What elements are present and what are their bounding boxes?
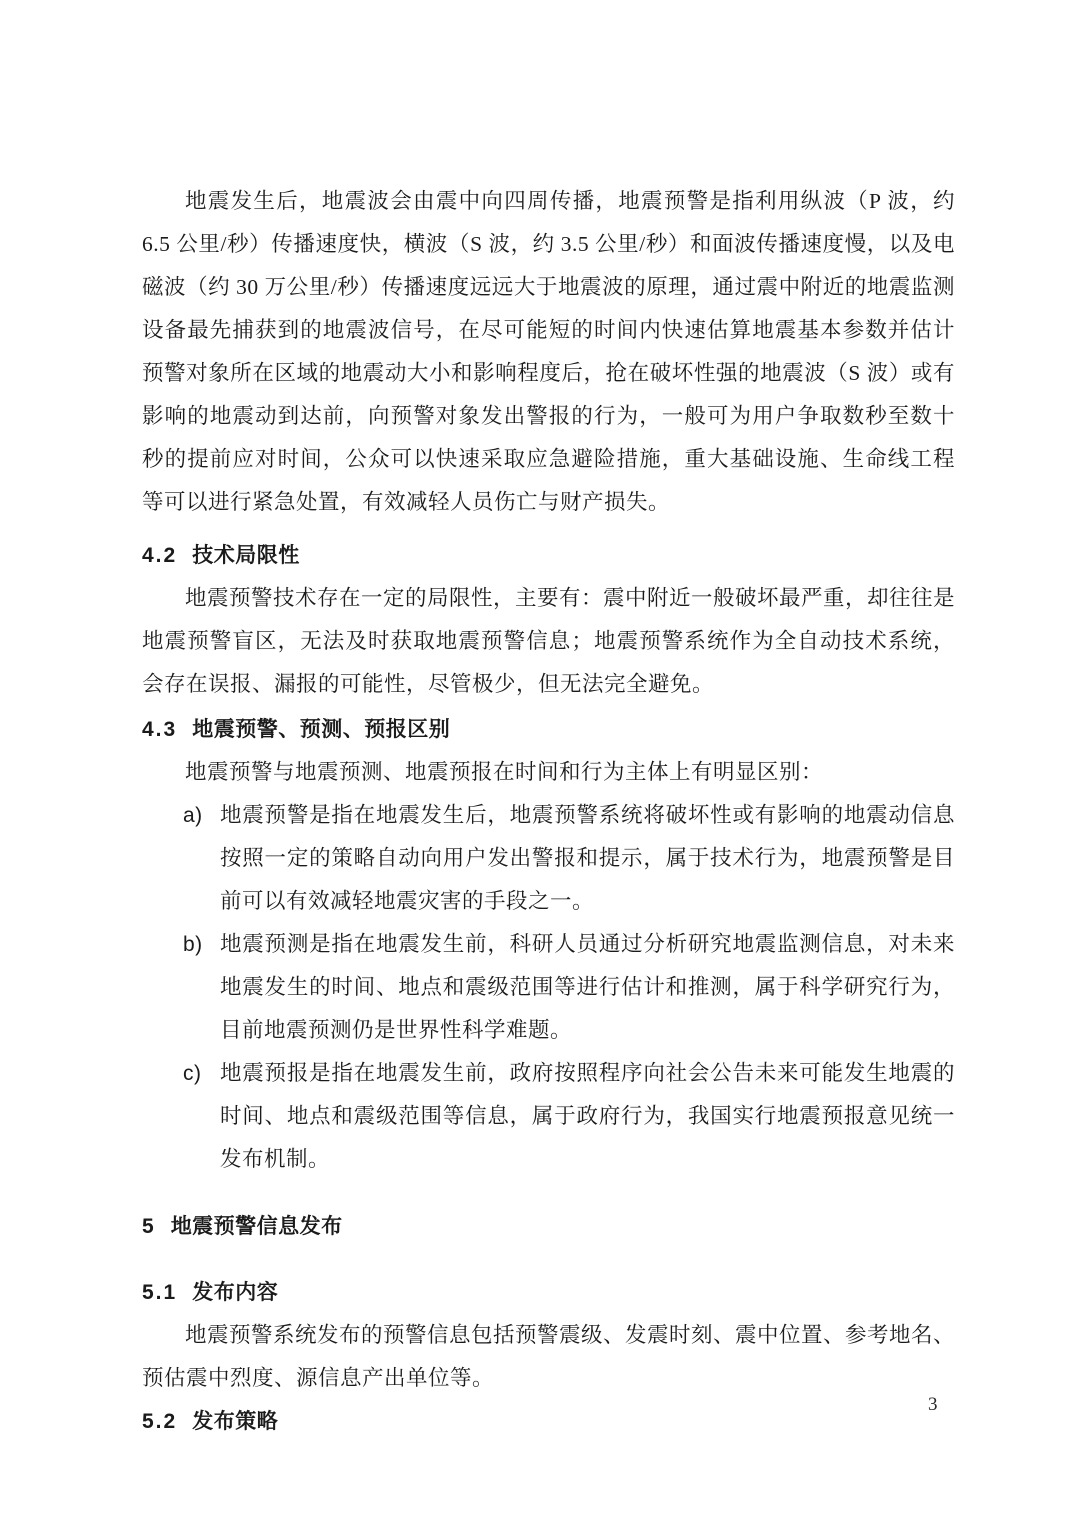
heading-title: 发布内容: [192, 1281, 279, 1304]
paragraph-difference-lead: 地震预警与地震预测、地震预报在时间和行为主体上有明显区别：: [185, 760, 824, 784]
list-item-text: 地震预报是指在地震发生前，政府按照程序向社会公告未来可能发生地震的时间、地点和震级范围等信息，属于政府行为，我国实行地震预报意见统一发布机制。: [220, 1061, 955, 1171]
list-item-c: [142, 1052, 955, 1181]
list-item-label: c): [183, 1062, 202, 1085]
heading-title: 地震预警、预测、预报区别: [192, 718, 451, 741]
heading-number: 5: [142, 1215, 156, 1238]
list-item-text: 地震预警是指在地震发生后，地震预警系统将破坏性或有影响的地震动信息按照一定的策略自动向用户发出警报和提示，属于技术行为，地震预警是目前可以有效减轻地震灾害的手段之一。: [220, 803, 955, 913]
paragraph-release-content: 地震预警系统发布的预警信息包括预警震级、发震时刻、震中位置、参考地名、预估震中烈度、源信息产出单位等。: [142, 1323, 956, 1390]
page-content: [142, 180, 955, 1443]
page-number: 3: [928, 1394, 938, 1415]
paragraph-technical-limitations: 地震预警技术存在一定的局限性，主要有：震中附近一般破坏最严重，却往往是地震预警盲区，无法及时获取地震预警信息；地震预警系统作为全自动技术系统，会存在误报、漏报的可能性，尽管极少，但无法完全避免。: [142, 586, 956, 696]
heading-release-content: [142, 1271, 955, 1314]
heading-warning-prediction-forecast-difference: [142, 708, 955, 751]
heading-warning-information-release: [142, 1205, 955, 1248]
list-item-label: a): [183, 804, 203, 827]
heading-number: 5.1: [142, 1281, 178, 1304]
heading-title: 地震预警信息发布: [170, 1215, 343, 1238]
heading-technical-limitations: [142, 534, 955, 577]
heading-number: 4.2: [142, 544, 178, 567]
heading-number: 5.2: [142, 1410, 178, 1433]
heading-release-strategy: [142, 1400, 955, 1443]
heading-number: 4.3: [142, 718, 178, 741]
list-item-text: 地震预测是指在地震发生前，科研人员通过分析研究地震监测信息，对未来地震发生的时间、地点和震级范围等进行估计和推测，属于科学研究行为，目前地震预测仍是世界性科学难题。: [220, 932, 955, 1042]
list-item-label: b): [183, 933, 203, 956]
list-item-b: [142, 923, 955, 1052]
heading-title: 发布策略: [192, 1410, 279, 1433]
heading-title: 技术局限性: [192, 544, 300, 567]
list-item-a: [142, 794, 955, 923]
paragraph-warning-principle: 地震发生后，地震波会由震中向四周传播，地震预警是指利用纵波（P 波，约 6.5 公里/秒）传播速度快，横波（S 波，约 3.5 公里/秒）和面波传播速度慢，以及电磁波（约 30 万公里/秒）传播速度远远大于地震波的原理，通过震中附近的地震监测设备最先捕获到的地震波信号，在尽可能短的时间内快速估算地震基本参数并估计预警对象所在区域的地震动大小和影响程度后，抢在破坏性强的地震波（S 波）或有影响的地震动到达前，向预警对象发出警报的行为，一般可为用户争取数秒至数十秒的提前应对时间，公众可以快速采取应急避险措施，重大基础设施、生命线工程等可以进行紧急处置，有效减轻人员伤亡与财产损失。: [142, 189, 955, 514]
